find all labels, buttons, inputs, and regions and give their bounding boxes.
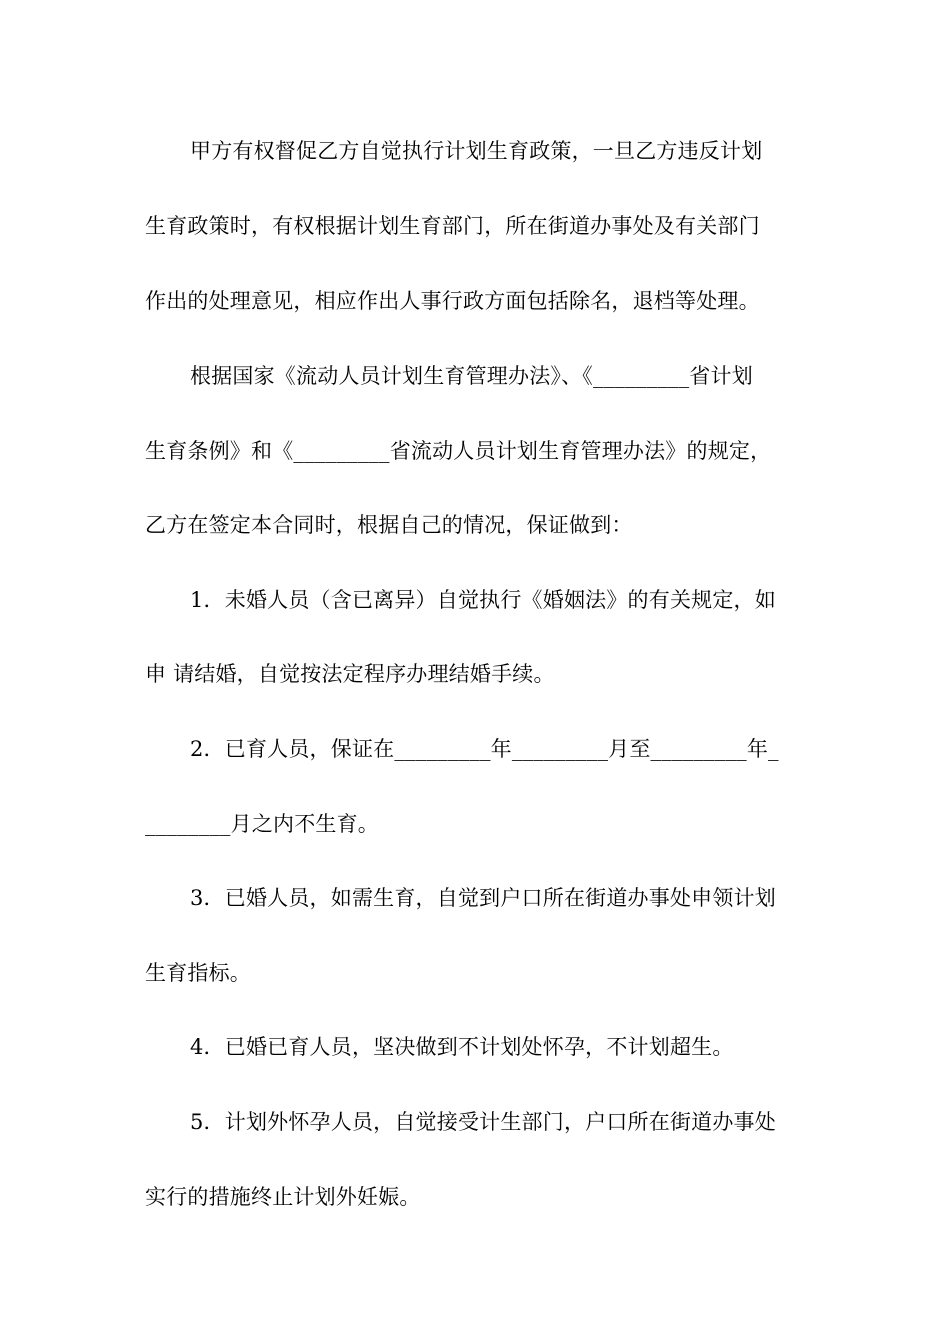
item-5-line-2: 实行的措施终止计划外妊娠。 [145,1185,421,1209]
paragraph-2-line-2: 生育条例》和《_________省流动人员计划生育管理办法》的规定， [145,439,772,463]
item-5-line-1: 5．计划外怀孕人员，自觉接受计生部门，户口所在街道办事处 [190,1110,776,1134]
item-3-line-1: 3．已婚人员，如需生育，自觉到户口所在街道办事处申领计划 [190,886,776,910]
paragraph-1-line-3: 作出的处理意见，相应作出人事行政方面包括除名，退档等处理。 [145,289,760,313]
item-1-line-1: 1．未婚人员（含已离异）自觉执行《婚姻法》的有关规定，如 [190,588,776,612]
paragraph-1-line-1: 甲方有权督促乙方自觉执行计划生育政策，一旦乙方违反计划 [190,139,763,163]
paragraph-2-line-1: 根据国家《流动人员计划生育管理办法》、《_________省计划 [190,364,753,388]
paragraph-2-line-3: 乙方在签定本合同时，根据自己的情况，保证做到： [145,513,633,537]
item-4-line-1: 4．已婚已育人员，坚决做到不计划处怀孕，不计划超生。 [190,1035,734,1059]
item-1-line-2: 申 请结婚，自觉按法定程序办理结婚手续。 [145,662,555,686]
item-2-line-1: 2．已育人员，保证在_________年_________月至_________年_ [190,737,779,761]
item-3-line-2: 生育指标。 [145,961,251,985]
item-2-line-2: ________月之内不生育。 [145,812,379,836]
paragraph-1-line-2: 生育政策时，有权根据计划生育部门，所在街道办事处及有关部门 [145,214,760,238]
